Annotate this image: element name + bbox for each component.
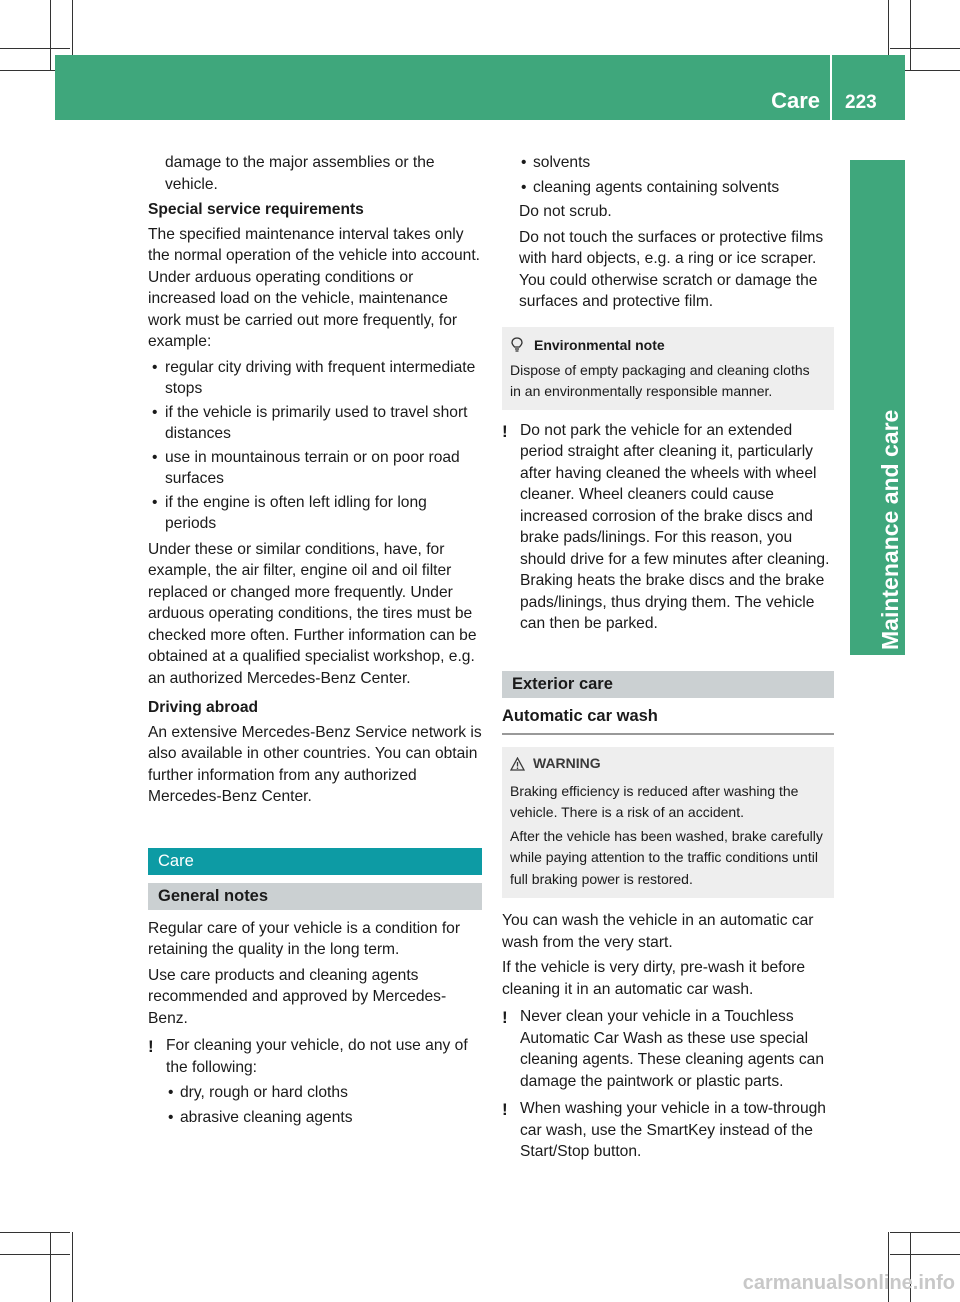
list-item: • if the vehicle is primarily used to travel short distances xyxy=(148,402,482,445)
driving-abroad-body: An extensive Mercedes-Benz Service network is also available in other countries. You can obtain further information from any authorized Mercedes-Benz Center. xyxy=(148,723,482,805)
touchless-warning-text: Never clean your vehicle in a Touchless Automatic Car Wash as these use special cleaning agents. These cleaning agents can damage the paintwork or plastic parts. xyxy=(520,1008,825,1090)
parking-warning-text: Do not park the vehicle for an extended period straight after cleaning it, particularly after having cleaned the wheels with wheel cleaner. Wheel cleaners could cause increased corrosion of the brake discs and brake pads/linings. For this reason, you should drive for a few minutes after cleaning. Braking heats the brake discs and the brake pads/linings, thus drying them. The vehicle can then be parked. xyxy=(520,421,830,632)
crop-mark xyxy=(50,1232,51,1302)
crop-mark xyxy=(0,48,70,49)
list-item: • use in mountainous terrain or on poor road surfaces xyxy=(148,447,482,490)
warning-title: WARNING xyxy=(510,753,826,775)
general-notes-p1: Regular care of your vehicle is a condition for retaining the quality in the long term. xyxy=(148,919,461,958)
crop-mark xyxy=(0,1254,70,1255)
do-not-scrub: Do not scrub. xyxy=(519,203,612,220)
crop-mark xyxy=(890,1232,960,1233)
side-tab-label: Maintenance and care xyxy=(877,409,903,650)
cleaning-warning xyxy=(148,1035,482,1128)
environmental-note-body: Dispose of empty packaging and cleaning cloths in an environmentally responsible manner. xyxy=(510,361,810,399)
general-notes-band: General notes xyxy=(148,883,482,910)
warning-text-2: After the vehicle has been washed, brake carefully while paying attention to the traffic conditions until full braking power is restored. xyxy=(510,827,823,887)
list-item: • solvents xyxy=(519,152,834,174)
lightbulb-icon xyxy=(510,337,524,353)
watermark: carmanualsonline.info xyxy=(742,1272,955,1294)
special-service-body: The specified maintenance interval takes only the normal operation of the vehicle into account. Under arduous operating conditions or increased load on the vehicle, maintenance work must be carried out more frequently, for example: xyxy=(148,225,481,350)
wash-paragraph-2: If the vehicle is very dirty, pre-wash it before cleaning it in an automatic car wash. xyxy=(502,959,806,998)
crop-mark xyxy=(890,1254,960,1255)
automatic-car-wash-title: Automatic car wash xyxy=(502,706,834,736)
exclamation-icon: ! xyxy=(502,1100,508,1119)
exclamation-icon: ! xyxy=(148,1037,154,1056)
crop-mark xyxy=(910,0,911,70)
continued-text: damage to the major assemblies or the vehicle. xyxy=(165,154,435,193)
warning-text-1: Braking efficiency is reduced after washing the vehicle. There is a risk of an accident. xyxy=(510,782,799,820)
crop-mark xyxy=(0,1232,70,1233)
page-number: 223 xyxy=(845,92,877,113)
left-column xyxy=(148,152,482,1132)
cleaning-avoid-list xyxy=(166,1082,482,1128)
crop-mark xyxy=(50,0,51,70)
driving-abroad-heading: Driving abroad xyxy=(148,699,259,716)
general-notes-p2: Use care products and cleaning agents recommended and approved by Mercedes-Benz. xyxy=(148,966,447,1027)
right-column xyxy=(502,152,834,1167)
header-separator xyxy=(830,55,832,120)
parking-warning xyxy=(502,420,834,635)
special-service-heading: Special service requirements xyxy=(148,201,364,218)
exterior-care-band: Exterior care xyxy=(502,671,834,698)
environmental-note xyxy=(502,327,834,410)
wash-paragraph-1: You can wash the vehicle in an automatic car wash from the very start. xyxy=(502,912,814,951)
cleaning-avoid-list-cont xyxy=(502,152,834,198)
exclamation-icon: ! xyxy=(502,1008,508,1027)
crop-mark xyxy=(890,48,960,49)
list-item: • abrasive cleaning agents xyxy=(166,1107,482,1129)
list-item: • dry, rough or hard cloths xyxy=(166,1082,482,1104)
list-item: • if the engine is often left idling for long periods xyxy=(148,492,482,535)
header-section-title: Care xyxy=(771,88,820,113)
smartkey-warning xyxy=(502,1098,834,1163)
care-section-band: Care xyxy=(148,848,482,875)
list-item: • cleaning agents containing solvents xyxy=(519,177,834,199)
warning-box xyxy=(502,747,834,898)
list-item: • regular city driving with frequent intermediate stops xyxy=(148,357,482,400)
touchless-warning xyxy=(502,1006,834,1092)
special-service-list xyxy=(148,357,482,535)
cleaning-warning-text: For cleaning your vehicle, do not use any of the following: xyxy=(166,1037,468,1076)
smartkey-warning-text: When washing your vehicle in a tow-through car wash, use the SmartKey instead of the Start/Stop button. xyxy=(520,1100,826,1160)
warning-triangle-icon xyxy=(510,757,525,771)
do-not-touch: Do not touch the surfaces or protective films with hard objects, e.g. a ring or ice scraper. You could otherwise scratch or damage the surfaces and protective film. xyxy=(519,228,824,310)
environmental-note-title: Environmental note xyxy=(510,335,824,356)
crop-mark xyxy=(72,1232,73,1302)
special-service-after: Under these or similar conditions, have, for example, the air filter, engine oil and oil filter replaced or changed more frequently. Under arduous operating conditions, the tires must be checked more often. Further information can be obtained at a qualified specialist workshop, e.g. an authorized Mercedes-Benz Center. xyxy=(148,540,477,687)
exclamation-icon: ! xyxy=(502,421,508,441)
